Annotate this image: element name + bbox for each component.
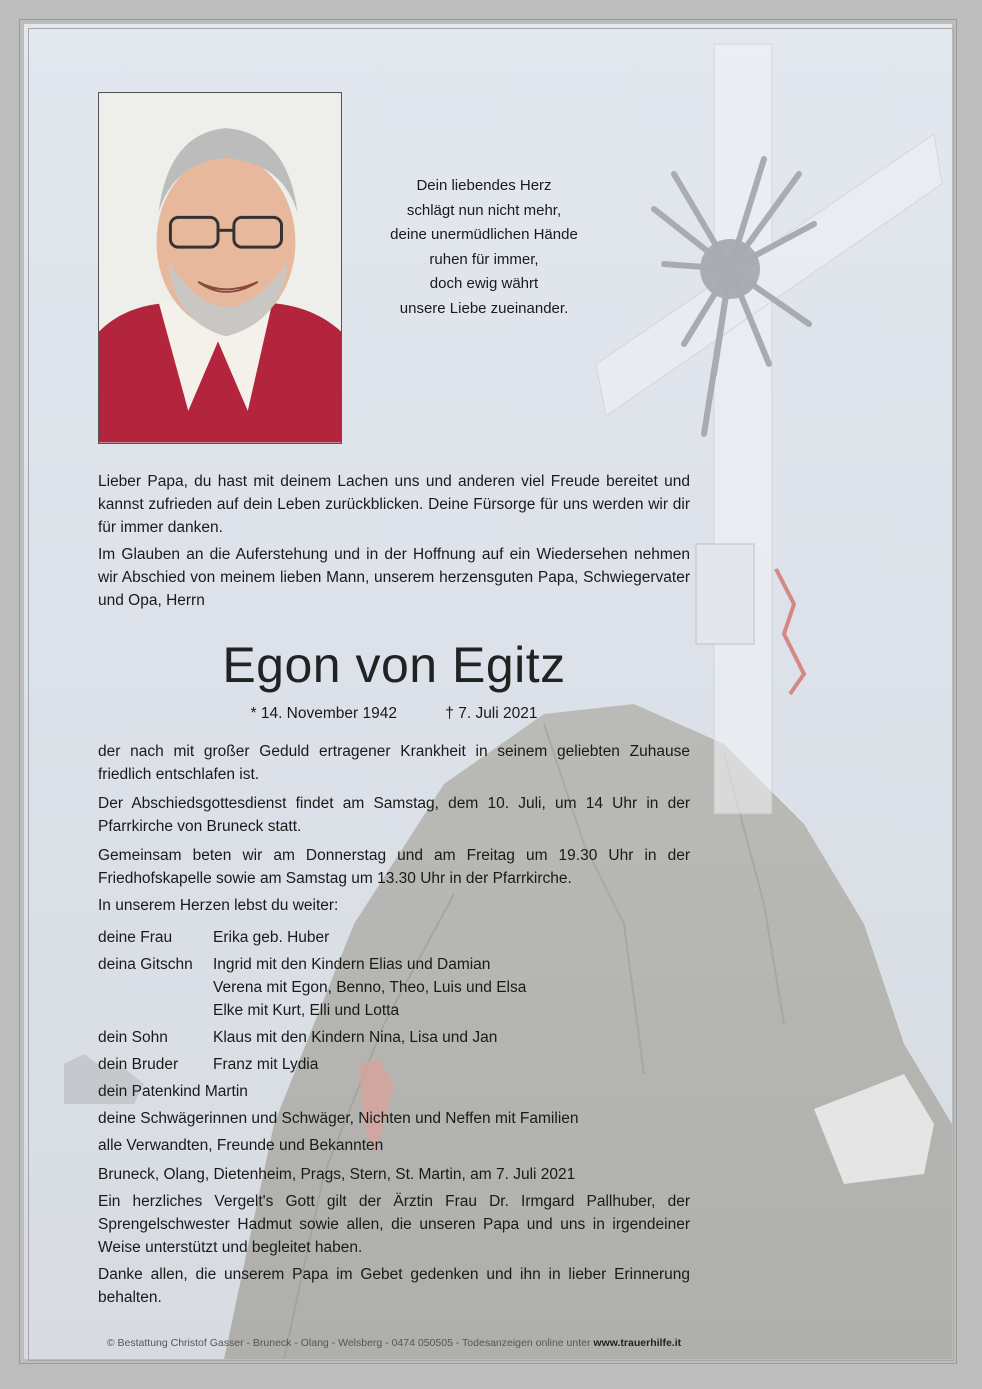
funeral-service-paragraph: Der Abschiedsgottesdienst findet am Samstag, dem 10. Juli, um 14 Uhr in der Pfarrkirche von Bruneck statt. [98, 795, 690, 835]
notice-text [98, 740, 690, 917]
portrait-photo [98, 92, 342, 444]
poem-line: unsere Liebe zueinander. [399, 299, 569, 317]
footer-link[interactable]: www.trauerhilfe.it [593, 1337, 682, 1349]
place-date: Bruneck, Olang, Dietenheim, Prags, Stern, St. Martin, am 7. Juli 2021 [98, 1166, 576, 1183]
family-label: dein Bruder [98, 1056, 179, 1073]
thanks-paragraph: Danke allen, die unserem Papa im Gebet gedenken und ihn in lieber Erinnerung behalten. [98, 1266, 690, 1306]
family-label: deina Gitschn [98, 956, 193, 973]
family-entry: Verena mit Egon, Benno, Theo, Luis und Elsa [213, 979, 527, 996]
birth-date: * 14. November 1942 [250, 705, 397, 722]
memorial-poem [354, 174, 614, 321]
poem-line: Dein liebendes Herz [416, 177, 552, 194]
family-list [98, 926, 579, 1157]
poem-line: doch ewig währt [429, 275, 539, 292]
family-entry: Franz mit Lydia [213, 1056, 319, 1073]
family-row [98, 1026, 579, 1049]
death-date: † 7. Juli 2021 [445, 705, 538, 722]
intro-paragraph: Lieber Papa, du hast mit deinem Lachen uns und anderen viel Freude bereitet und kannst zufrieden auf dein Leben zurückblicken. Deine Fürsorge für uns werden wir dir für immer danken. [98, 473, 690, 536]
family-label: deine Frau [98, 929, 173, 946]
relatives-line: alle Verwandten, Freunde und Bekannten [98, 1137, 384, 1154]
notice-paragraph: der nach mit großer Geduld ertragener Krankheit in seinem geliebten Zuhause friedlich entschlafen ist. [98, 743, 690, 783]
poem-line: ruhen für immer, [429, 250, 539, 268]
thanks-paragraph: Ein herzliches Vergelt's Gott gilt der Ärztin Frau Dr. Irmgard Pallhuber, der Sprengelschwester Hadmut sowie allen, die unseren Papa und uns in irgendeiner Weise unterstützt und begleitet haben. [98, 1193, 690, 1256]
life-dates [24, 705, 764, 723]
family-entry: Ingrid mit den Kindern Elias und Damian [213, 956, 491, 973]
prayer-paragraph: Gemeinsam beten wir am Donnerstag und am Freitag um 19.30 Uhr in der Friedhofskapelle sowie am Samstag um 13.30 Uhr in der Pfarrkirche. [98, 847, 690, 887]
heart-line: In unserem Herzen lebst du weiter: [98, 897, 339, 914]
family-row [98, 953, 579, 1022]
intro-paragraph: Im Glauben an die Auferstehung und in der Hoffnung auf ein Wiedersehen nehmen wir Abschied von meinem lieben Mann, unserem herzensguten Papa, Schwiegervater und Opa, Herrn [98, 546, 690, 609]
obituary-card [24, 24, 952, 1359]
poem-line: schlägt nun nicht mehr, [406, 201, 562, 219]
deceased-name: Egon von Egitz [222, 637, 566, 693]
closing-text [98, 1163, 690, 1309]
family-entry: Elke mit Kurt, Elli und Lotta [213, 1002, 400, 1019]
family-row [98, 926, 579, 949]
family-entry: Klaus mit den Kindern Nina, Lisa und Jan [213, 1029, 498, 1046]
family-row [98, 1053, 579, 1076]
footer [24, 1337, 764, 1349]
family-label: dein Sohn [98, 1029, 168, 1046]
footer-text: © Bestattung Christof Gasser - Bruneck - Olang - Welsberg - 0474 050505 - Todesanzeigen online unter [106, 1337, 591, 1349]
patenkind-line: dein Patenkind Martin [98, 1083, 248, 1100]
poem-line: deine unermüdlichen Hände [390, 226, 578, 243]
relatives-line: deine Schwägerinnen und Schwäger, Nichten und Neffen mit Familien [98, 1110, 579, 1127]
intro-text [98, 470, 690, 612]
family-entry: Erika geb. Huber [213, 929, 330, 946]
